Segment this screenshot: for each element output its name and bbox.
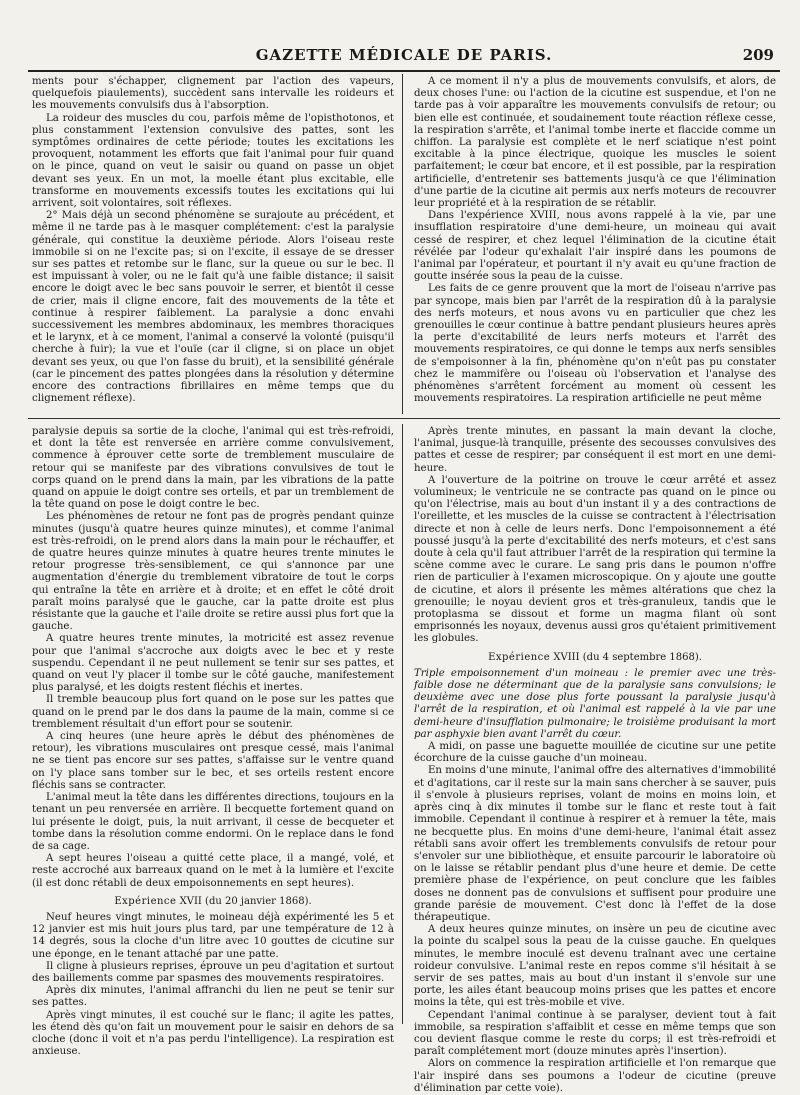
paragraph: Les phénomènes de retour ne font pas de progrès pendant quinze minutes (jusqu'à quatre heures quinze minutes), et comme l'animal est très-refroidi, on le prend alors dans la main pour le réchauffer, et de quatre heures quinze minutes à quatre heures trente minutes le retour progresse très-sensiblement, ce qui s'annonce par une augmentation d'énergie du tremblement vibratoire de tout le corps qui entraîne la tête en arrière et à droite; et en effet le côté droit paraît moins paralysé que le gauche, car la patte droite est plus résistante que la gauche et l'aile droite se retire aussi plus fort que la gauche. [32,511,394,633]
paragraph: En moins d'une minute, l'animal offre des alternatives d'immobilité et d'agitations, car il reste sur la main sans chercher à se sauver, puis il s'envole à plusieurs reprises, volant de moins en moins loin, et après cinq à dix minutes il tombe sur le flanc et reste tout à fait immobile. Cependant il continue à respirer et à remuer la tête, mais ne becquette plus. En moins d'une demi-heure, l'animal était assez rétabli sans avoir offert les tremblements convulsifs de retour pour s'envoler sur une bibliothèque, et ensuite parcourir le laboratoire où on le laisse se rétablir pendant plus d'une heure et demie. De cette première phase de l'expérience, on peut conclure que les faibles doses ne donnent pas de convulsions et suffisent pour produire une grande parésie de mouvement. C'est donc là l'effet de la dose thérapeutique. [414,765,776,923]
experiment-subtitle: Triple empoisonnement d'un moineau : le premier avec une très-faible dose ne déterminant que de la paralysie sans convulsions; le deuxième avec une dose plus forte poussant la paralysie jusqu'à l'arrêt de la respiration, et où l'animal est rappelé à la vie par une demi-heure d'insufflation pulmonaire; le troisième produisant la mort par asphyxie bien avant l'arrêt du cœur. [414,667,776,740]
top-left-column [32,76,394,414]
experiment-heading [414,652,776,664]
paragraph: A quatre heures trente minutes, la motricité est assez revenue pour que l'animal s'accroche aux doigts avec le bec et y reste suspendu. Cependant il ne peut nullement se tenir sur ses pattes, et quand on veut l'y placer il tombe sur le côté gauche, manifestement plus paralysé, et les doigts restent fléchis et inertes. [32,633,394,694]
column-divider-top [402,74,403,414]
paragraph: 2° Mais déjà un second phénomène se surajoute au précédent, et même il ne tarde pas à le masquer complétement: c'est la paralysie générale, qui constitue la deuxième période. Alors l'oiseau reste immobile si on ne l'excite pas; si on l'excite, il essaye de se dresser sur ses pattes et retombe sur le flanc, sur la queue ou sur le bec. Il est impuissant à voler, ou ne le fait qu'à une faible distance; il saisit encore le doigt avec le bec sans pouvoir le serrer, et bientôt il cesse de crier, mais il cligne encore, fait des mouvements de la tête et continue à respirer faiblement. La paralysie a donc envahi successivement les membres abdominaux, les membres thoraciques et le larynx, et à ce moment, l'animal a conservé la volonté (puisqu'il cherche à fuir); la vue et l'ouïe (car il cligne, si on place un objet devant ses yeux, ou que l'on fasse du bruit), et la sensibilité générale (car le pincement des pattes plongées dans la résolution y détermine encore des contractions fibrillaires en même temps que du clignement réflexe). [32,210,394,405]
top-right-column [414,76,776,414]
paragraph: Dans l'expérience XVIII, nous avons rappelé à la vie, par une insufflation respiratoire d'une demi-heure, un moineau qui avait cessé de respirer, et chez lequel l'élimination de la cicutine était révélée par l'odeur qu'exhalait l'air inspiré dans les poumons de l'animal par l'opérateur, et pourtant il n'y avait eu qu'une fraction de goutte insérée sous la peau de la cuisse. [414,210,776,283]
paragraph: Cependant l'animal continue à se paralyser, devient tout à fait immobile, sa respiration s'affaiblit et cesse en même temps que son cou devient flasque comme le reste du corps; il est très-refroidi et paraît complétement mort (douze minutes après l'insertion). [414,1009,776,1058]
paragraph: A sept heures l'oiseau a quitté cette place, il a mangé, volé, et reste accroché aux barreaux quand on le met à la lumière et l'excite (il est donc rétabli de deux empoisonnements en sept heures). [32,853,394,889]
paragraph: Après trente minutes, en passant la main devant la cloche, l'animal, jusque-là tranquille, présente des secousses convulsives des pattes et cesse de respirer; par conséquent il est mort en une demi-heure. [414,426,776,474]
journal-title: GAZETTE MÉDICALE DE PARIS. [255,46,553,64]
experiment-heading-prefix: Expérience [114,895,177,907]
paragraph: Il tremble beaucoup plus fort quand on le pose sur les pattes que quand on le prend par le dos dans la paume de la main, comme si ce tremblement résultait d'un effort pour se soutenir. [32,694,394,730]
experiment-heading-rest: XVIII (du 4 septembre 1868). [553,651,702,663]
page-header [28,40,780,72]
paragraph: Les faits de ce genre prouvent que la mort de l'oiseau n'arrive pas par syncope, mais bien par l'arrêt de la respiration dû à la paralysie des nerfs moteurs, et nous avons vu en particulier que chez les grenouilles le cœur continue à battre pendant plusieurs heures après la perte d'excitabilité de leurs nerfs moteurs et l'arrêt des mouvements respiratoires, ce qui donne le temps aux nerfs sensibles de s'empoisonner à la fin, phénomène qu'on n'eût pas pu constater chez le mammifère ou l'oiseau où l'observation et l'analyse des phénomènes s'arrêtent forcément au moment où cessent les mouvements respiratoires. La respiration artificielle ne peut même [414,283,776,405]
paragraph: Il cligne à plusieurs reprises, éprouve un peu d'agitation et surtout des baillements comme par spasmes des mouvements respiratoires. [32,960,394,984]
experiment-heading-prefix: Expérience [488,651,551,663]
paragraph: A midi, on passe une baguette mouillée de cicutine sur une petite écorchure de la cuisse gauche d'un moineau. [414,741,776,765]
page-number: 209 [742,46,774,64]
experiment-heading-rest: XVII (du 20 janvier 1868). [179,895,312,907]
section-divider [28,418,780,419]
bottom-right-column [414,426,776,1094]
paragraph: Alors on commence la respiration artificielle et l'on remarque que l'air inspiré dans ses poumons a l'odeur de cicutine (preuve d'élimination par cette voie). [414,1058,776,1094]
paragraph: A l'ouverture de la poitrine on trouve le cœur arrêté et assez volumineux; le ventricule ne se contracte pas quand on le pince ou qu'on l'électrise, mais au bout d'un instant il y a des contractions de l'oreillette, et les muscles de la cuisse se contractent à l'électrisation directe et non à celle de leurs nerfs. Donc l'empoisonnement a été poussé jusqu'à la perte d'excitabilité des nerfs moteurs, et c'est sans doute à cela qu'il faut attribuer l'arrêt de la respiration qui termine la scène comme avec le curare. Le sang pris dans le poumon n'offre rien de particulier à l'examen microscopique. On y ajoute une goutte de cicutine, et alors il présente les mêmes altérations que chez la grenouille; le noyau devient gros et très-granuleux, tandis que le protoplasma se dissout et forme un magma filant où sont emprisonnés les noyaux, devenus aussi gros qu'étaient primitivement les globules. [414,474,776,645]
paragraph: A deux heures quinze minutes, on insère un peu de cicutine avec la pointe du scalpel sous la peau de la cuisse gauche. En quelques minutes, le membre inoculé est devenu traînant avec une certaine roideur convulsive. L'animal reste en repos comme s'il hésitait à se servir de ses pattes, mais au bout d'un instant il s'envole sur une porte, les ailes étant beaucoup moins prises que les pattes et encore moins la tête, qui est très-mobile et vive. [414,924,776,1009]
paragraph: Neuf heures vingt minutes, le moineau déjà expérimenté les 5 et 12 janvier est mis huit jours plus tard, par une température de 12 à 14 degrés, sous la cloche d'un litre avec 10 gouttes de cicutine sur une éponge, en le tenant attaché par une patte. [32,911,394,960]
paragraph: Après dix minutes, l'animal affranchi du lien ne peut se tenir sur ses pattes. [32,985,394,1009]
paragraph: paralysie depuis sa sortie de la cloche, l'animal qui est très-refroidi, et dont la tête est renversée en arrière comme convulsivement, commence à éprouver cette sorte de tremblement musculaire de retour qui se manifeste par des vibrations convulsives de tout le corps quand on le prend dans la main, par les vibrations de la patte quand on appuie le doigt contre ses orteils, et par un tremblement de la tête quand on pose le doigt contre le bec. [32,426,394,511]
column-divider-bottom [402,424,403,1024]
experiment-heading [32,896,394,908]
bottom-left-column [32,426,394,1058]
paragraph: La roideur des muscles du cou, parfois même de l'opisthotonos, et plus constamment l'extension convulsive des pattes, sont les symptômes ordinaires de cette période; toutes les excitations les provoquent, notamment les efforts que fait l'animal pour fuir quand on le pince, quand on veut le saisir ou quand on passe un objet devant ses yeux. En un mot, la moelle étant plus excitable, elle transforme en mouvements excessifs toutes les excitations qui lui arrivent, soit volontaires, soit réflexes. [32,112,394,210]
paragraph: A cinq heures (une heure après le début des phénomènes de retour), les vibrations musculaires ont presque cessé, mais l'animal ne se tient pas encore sur ses pattes, s'affaisse sur le ventre quand on l'y place sans tomber sur le bec, et ses orteils restent encore fléchis sans se contracter. [32,731,394,791]
paragraph: Après vingt minutes, il est couché sur le flanc; il agite les pattes, les étend dès qu'on fait un mouvement pour le saisir en dehors de sa cloche (donc il voit et n'a pas perdu l'intelligence). La respiration est anxieuse. [32,1009,394,1058]
paragraph: L'animal meut la tête dans les différentes directions, toujours en la tenant un peu renversée en arrière. Il becquette fortement quand on lui présente le doigt, puis, la nuit arrivant, il cesse de becqueter et tombe dans la résolution comme endormi. On le replace dans le fond de sa cage. [32,792,394,852]
paragraph: A ce moment il n'y a plus de mouvements convulsifs, et alors, de deux choses l'une: ou l'action de la cicutine est suspendue, et l'on ne tarde pas à voir apparaître les mouvements convulsifs de retour; ou bien elle est continuée, et soudainement toute réaction réflexe cesse, la respiration s'arrête, et l'animal tombe inerte et flaccide comme un chiffon. La paralysie est complète et le nerf sciatique n'est point excitable à la pince électrique, quoique les muscles le soient parfaitement; le cœur bat encore, et il est possible, par la respiration artificielle, d'entretenir ses battements jusqu'à ce que l'élimination d'une partie de la cicutine ait permis aux nerfs moteurs de recouvrer leur propriété et à la respiration de se rétablir. [414,76,776,210]
paragraph: ments pour s'échapper, clignement par l'action des vapeurs, quelquefois piaulements), succèdent sans intervalle les roideurs et les mouvements convulsifs dus à l'absorption. [32,76,394,112]
